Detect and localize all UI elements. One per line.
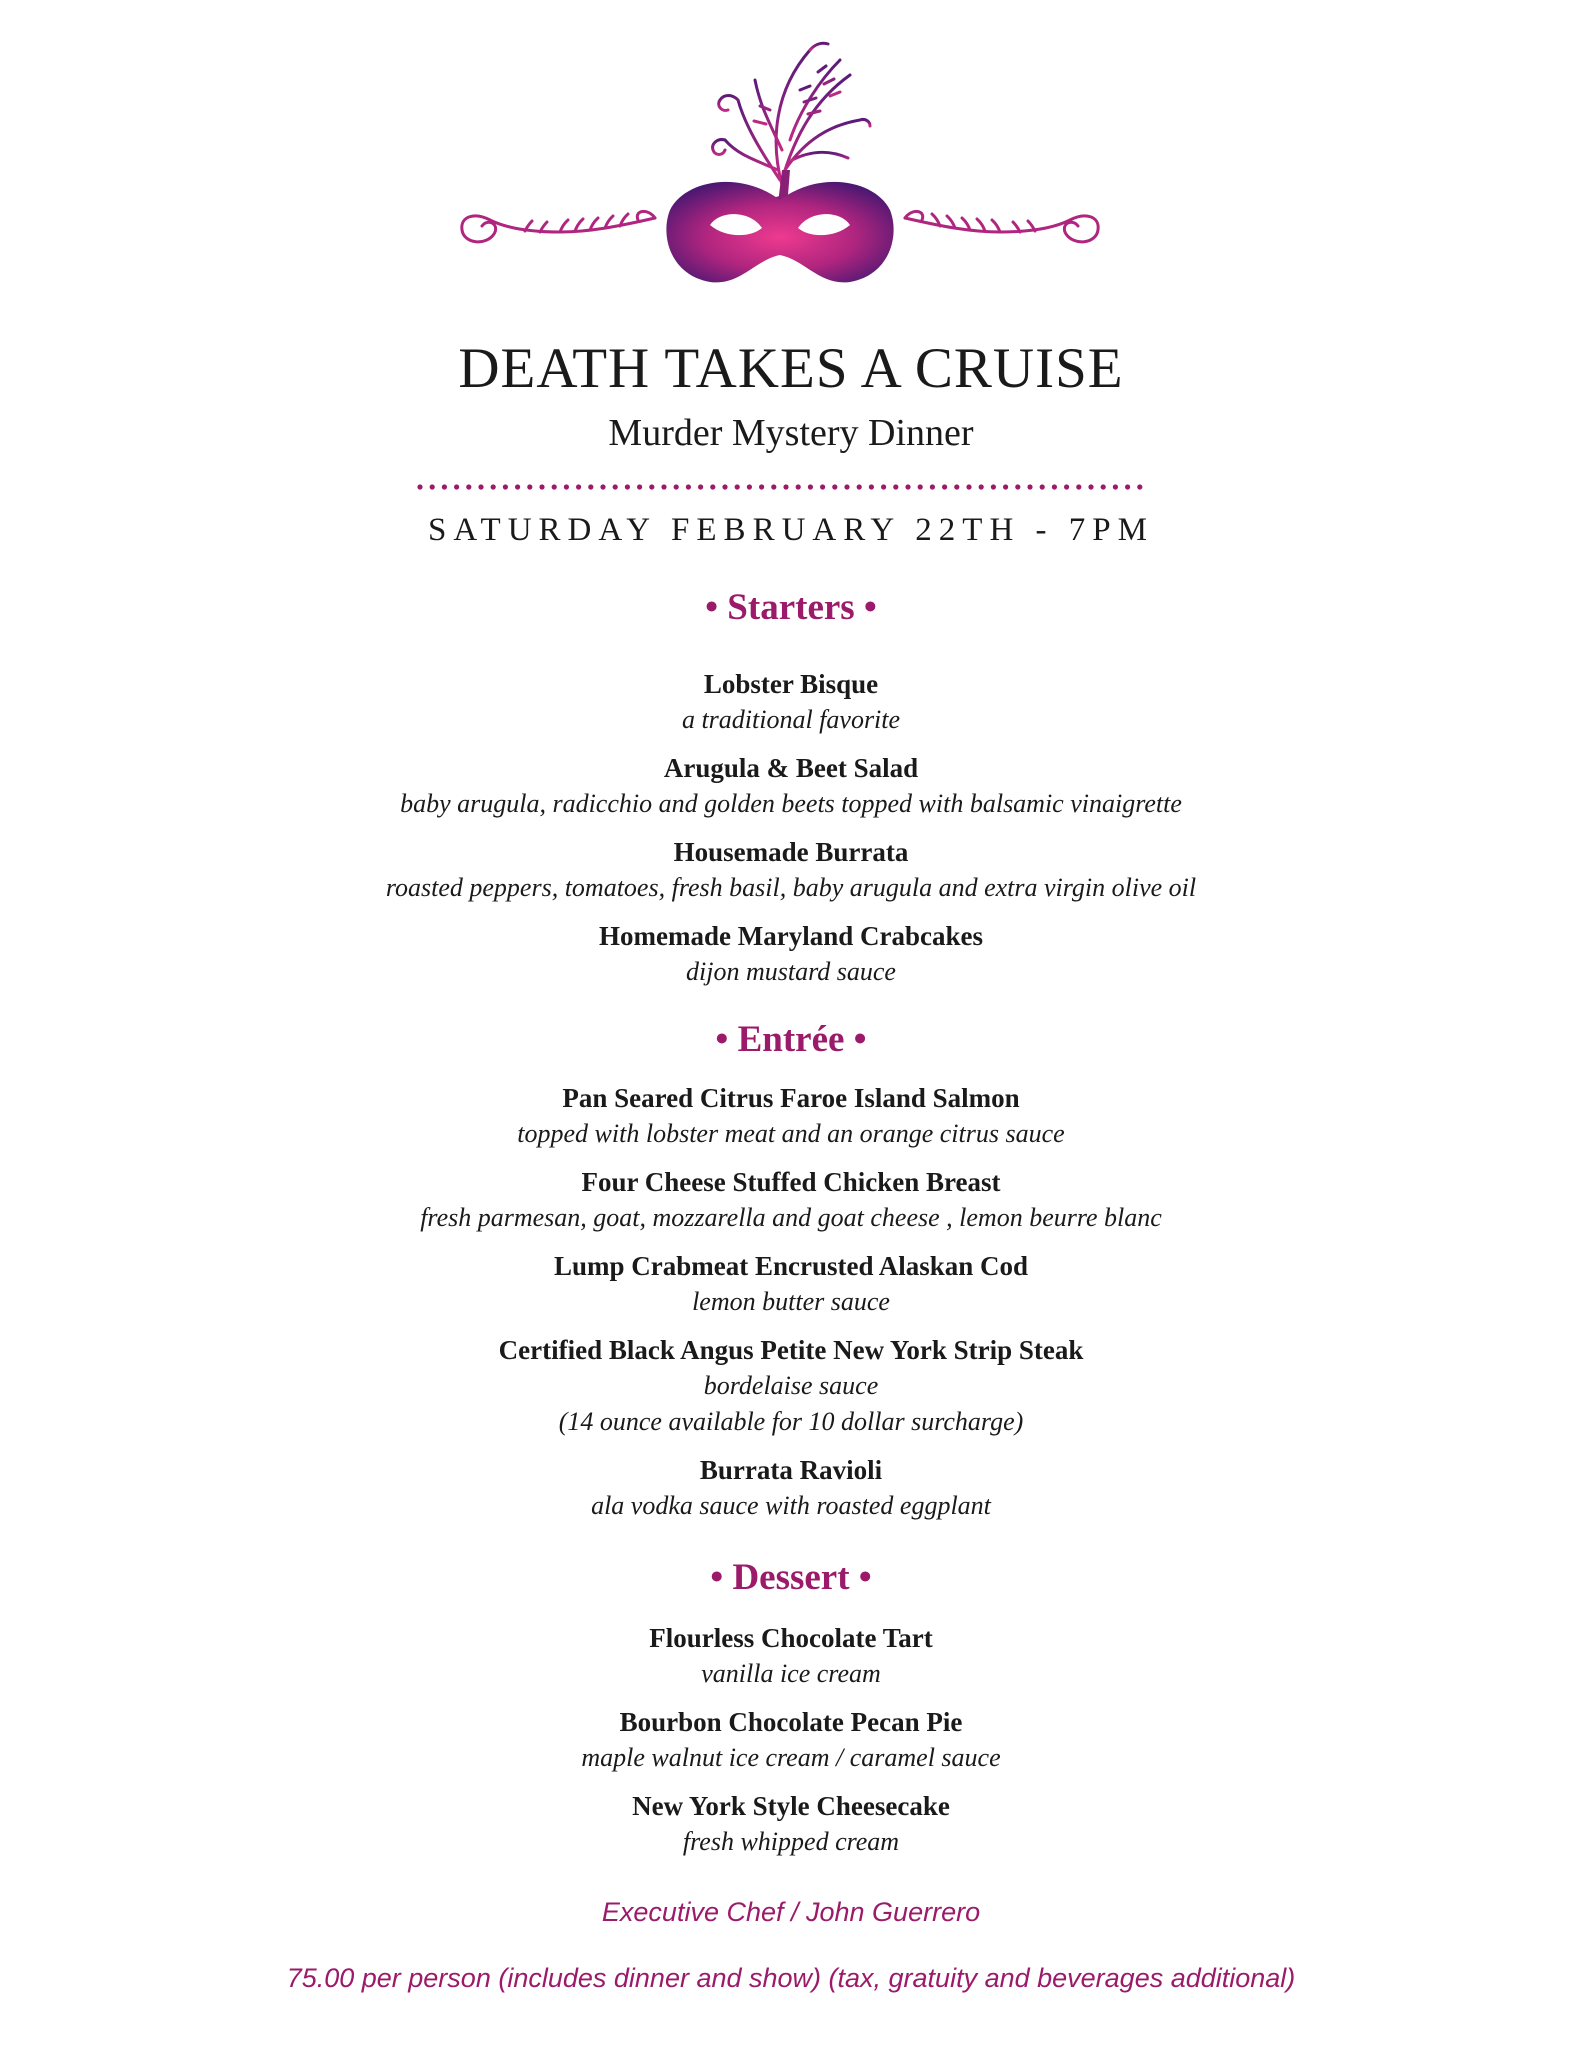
menu-item-desc: topped with lobster meat and an orange citrus sauce <box>517 1119 1065 1148</box>
menu-item-name: Lobster Bisque <box>703 669 879 699</box>
section-heading-entree: • Entrée • <box>715 1019 867 1060</box>
menu-item-name: New York Style Cheesecake <box>632 1791 950 1821</box>
menu-item-desc: baby arugula, radicchio and golden beets topped with balsamic vinaigrette <box>400 789 1182 818</box>
menu-item-note: (14 ounce available for 10 dollar surcharge) <box>558 1407 1024 1436</box>
menu-item-name: Homemade Maryland Crabcakes <box>599 921 983 951</box>
section-heading-dessert: • Dessert • <box>710 1557 872 1598</box>
menu-item-desc: roasted peppers, tomatoes, fresh basil, baby arugula and extra virgin olive oil <box>385 873 1197 902</box>
menu-item-desc: fresh whipped cream <box>682 1827 900 1856</box>
menu-item-desc: lemon butter sauce <box>692 1287 890 1316</box>
menu-item-name: Certified Black Angus Petite New York Strip Steak <box>498 1335 1084 1365</box>
page-title: DEATH TAKES A CRUISE <box>458 337 1124 400</box>
menu-item-desc: ala vodka sauce with roasted eggplant <box>591 1491 991 1520</box>
menu-item-name: Pan Seared Citrus Faroe Island Salmon <box>562 1083 1020 1113</box>
price-note: 75.00 per person (includes dinner and show) (tax, gratuity and beverages additional) <box>286 1963 1296 1993</box>
right-flourish-icon <box>905 211 1098 241</box>
menu-item-name: Lump Crabmeat Encrusted Alaskan Cod <box>553 1251 1029 1281</box>
menu-item-desc: a traditional favorite <box>681 705 901 734</box>
event-date: SATURDAY FEBRUARY 22TH - 7PM <box>428 512 1154 548</box>
menu-item-name: Bourbon Chocolate Pecan Pie <box>619 1707 963 1737</box>
left-flourish-icon <box>462 211 655 241</box>
menu-item-desc: dijon mustard sauce <box>686 957 896 986</box>
menu-item-name: Burrata Ravioli <box>699 1455 883 1485</box>
menu-item-desc: maple walnut ice cream / caramel sauce <box>581 1743 1001 1772</box>
section-heading-starters: • Starters • <box>705 587 877 628</box>
menu-item-desc: vanilla ice cream <box>701 1659 881 1688</box>
menu-item-name: Four Cheese Stuffed Chicken Breast <box>581 1167 1001 1197</box>
menu-item-desc: bordelaise sauce <box>703 1371 879 1400</box>
menu-item-name: Arugula & Beet Salad <box>663 753 919 783</box>
masquerade-mask-icon <box>420 20 1140 300</box>
menu-item-name: Housemade Burrata <box>673 837 909 867</box>
menu-item-desc: fresh parmesan, goat, mozzarella and goat cheese , lemon beurre blanc <box>420 1203 1162 1232</box>
dotted-divider <box>416 483 1156 491</box>
executive-chef: Executive Chef / John Guerrero <box>601 1897 981 1927</box>
feather-icon <box>713 43 870 185</box>
page-subtitle: Murder Mystery Dinner <box>608 412 974 454</box>
menu-item-name: Flourless Chocolate Tart <box>649 1623 933 1653</box>
